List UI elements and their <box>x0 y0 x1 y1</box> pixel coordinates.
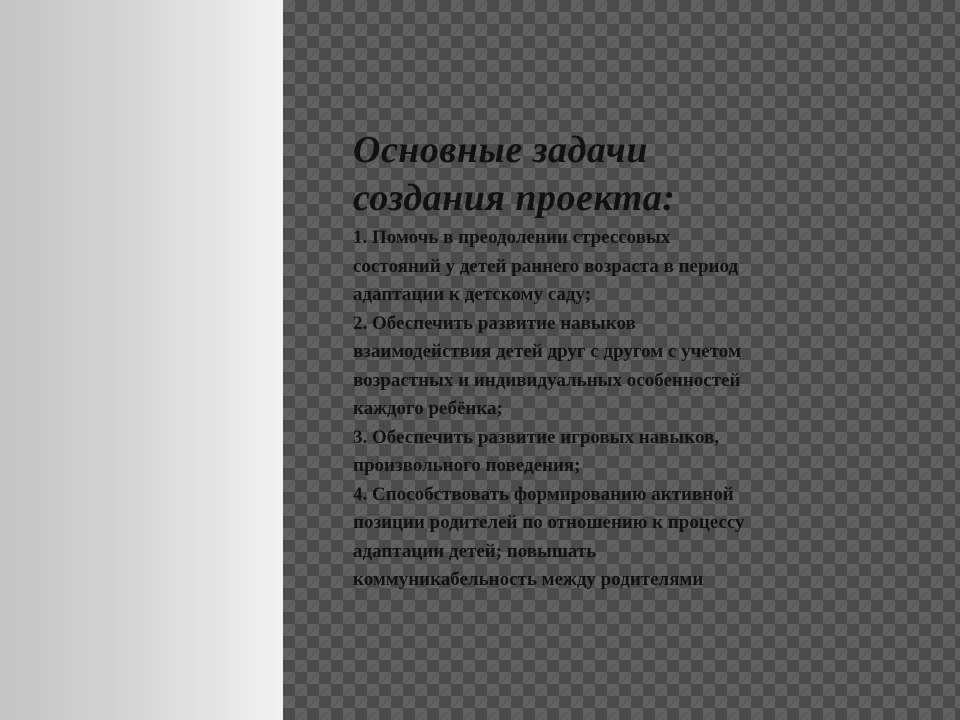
text-line: 4. Способствовать формированию активной <box>353 483 734 505</box>
text-line: коммуникабельность между родителями <box>353 569 704 590</box>
text-line: произвольного поведения; <box>353 455 581 476</box>
text-line: каждого ребёнка; <box>353 398 503 419</box>
text-line: возрастных и индивидуальных особенностей <box>353 369 741 391</box>
text-line: адаптации детей; повышать <box>353 540 597 562</box>
slide-content <box>353 126 913 595</box>
task-list <box>353 224 913 595</box>
gradient-side-panel <box>0 0 280 720</box>
text-line: адаптации к детскому саду; <box>353 284 592 305</box>
slide-title <box>353 126 913 222</box>
text-line: 2. Обеспечить развитие навыков <box>353 312 636 334</box>
text-line: состояний у детей раннего возраста в период <box>353 255 739 277</box>
text-line: 3. Обеспечить развитие игровых навыков, <box>353 426 719 448</box>
text-line: 1. Помочь в преодолении стрессовых <box>353 227 671 248</box>
text-line: взаимодействия детей друг с другом с учетом <box>353 341 741 362</box>
text-line: позиции родителей по отношению к процессу <box>353 512 745 533</box>
title-line-2: создания проекта: <box>353 177 676 219</box>
title-line-1: Основные задачи <box>353 129 648 171</box>
